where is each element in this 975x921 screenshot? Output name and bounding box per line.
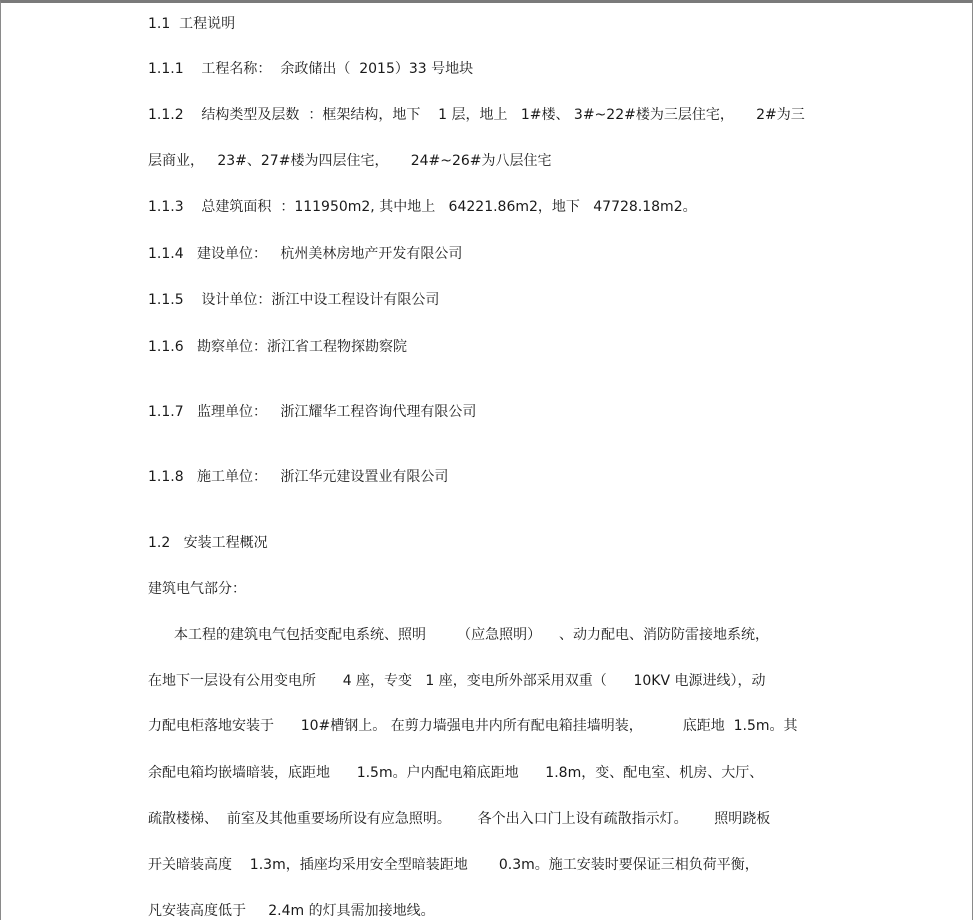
paragraph-line: 本工程的建筑电气包括变配电系统、照明 （应急照明） 、动力配电、消防防雷接地系统， bbox=[174, 627, 769, 643]
heading-1-1: 1.1 工程说明 bbox=[148, 16, 236, 32]
heading-1-2: 1.2 安装工程概况 bbox=[148, 535, 268, 551]
item-1-1-5: 1.1.5 设计单位：浙江中设工程设计有限公司 bbox=[148, 292, 440, 308]
item-1-1-2-cont: 层商业， 23#、27#楼为四层住宅， 24#~26#为八层住宅 bbox=[148, 153, 552, 169]
item-1-1-4: 1.1.4 建设单位： 杭州美林房地产开发有限公司 bbox=[148, 246, 463, 262]
item-1-1-8: 1.1.8 施工单位： 浙江华元建设置业有限公司 bbox=[148, 469, 449, 485]
item-1-1-2: 1.1.2 结构类型及层数 ：框架结构，地下 1 层，地上 1#楼、 3#~22#楼为三层住宅， 2#为三 bbox=[148, 107, 805, 123]
paragraph-line: 余配电箱均嵌墙暗装，底距地 1.5m。户内配电箱底距地 1.8m，变、配电室、机房、大厅、 bbox=[148, 765, 764, 781]
item-1-1-7: 1.1.7 监理单位： 浙江耀华工程咨询代理有限公司 bbox=[148, 404, 477, 420]
item-1-1-1: 1.1.1 工程名称： 余政储出（ 2015）33 号地块 bbox=[148, 61, 474, 77]
paragraph-line: 凡安装高度低于 2.4m 的灯具需加接地线。 bbox=[148, 903, 435, 919]
item-1-1-3: 1.1.3 总建筑面积 ：111950m2, 其中地上 64221.86m2，地下 47728.18m2。 bbox=[148, 199, 697, 215]
paragraph-line: 在地下一层设有公用变电所 4 座，专变 1 座，变电所外部采用双重（ 10KV 电源进线），动 bbox=[148, 673, 766, 689]
paragraph-line: 力配电柜落地安装于 10#槽钢上。 在剪力墙强电井内所有配电箱挂墙明装， 底距地 1.5m。其 bbox=[148, 718, 798, 734]
paragraph-line: 开关暗装高度 1.3m，插座均采用安全型暗装距地 0.3m。施工安装时要保证三相负荷平衡， bbox=[148, 857, 759, 873]
paragraph-line: 疏散楼梯、 前室及其他重要场所设有应急照明。 各个出入口门上设有疏散指示灯。 照明跷板 bbox=[148, 811, 771, 827]
subheading-electrical: 建筑电气部分： bbox=[148, 581, 246, 597]
item-1-1-6: 1.1.6 勘察单位：浙江省工程物探勘察院 bbox=[148, 339, 407, 355]
